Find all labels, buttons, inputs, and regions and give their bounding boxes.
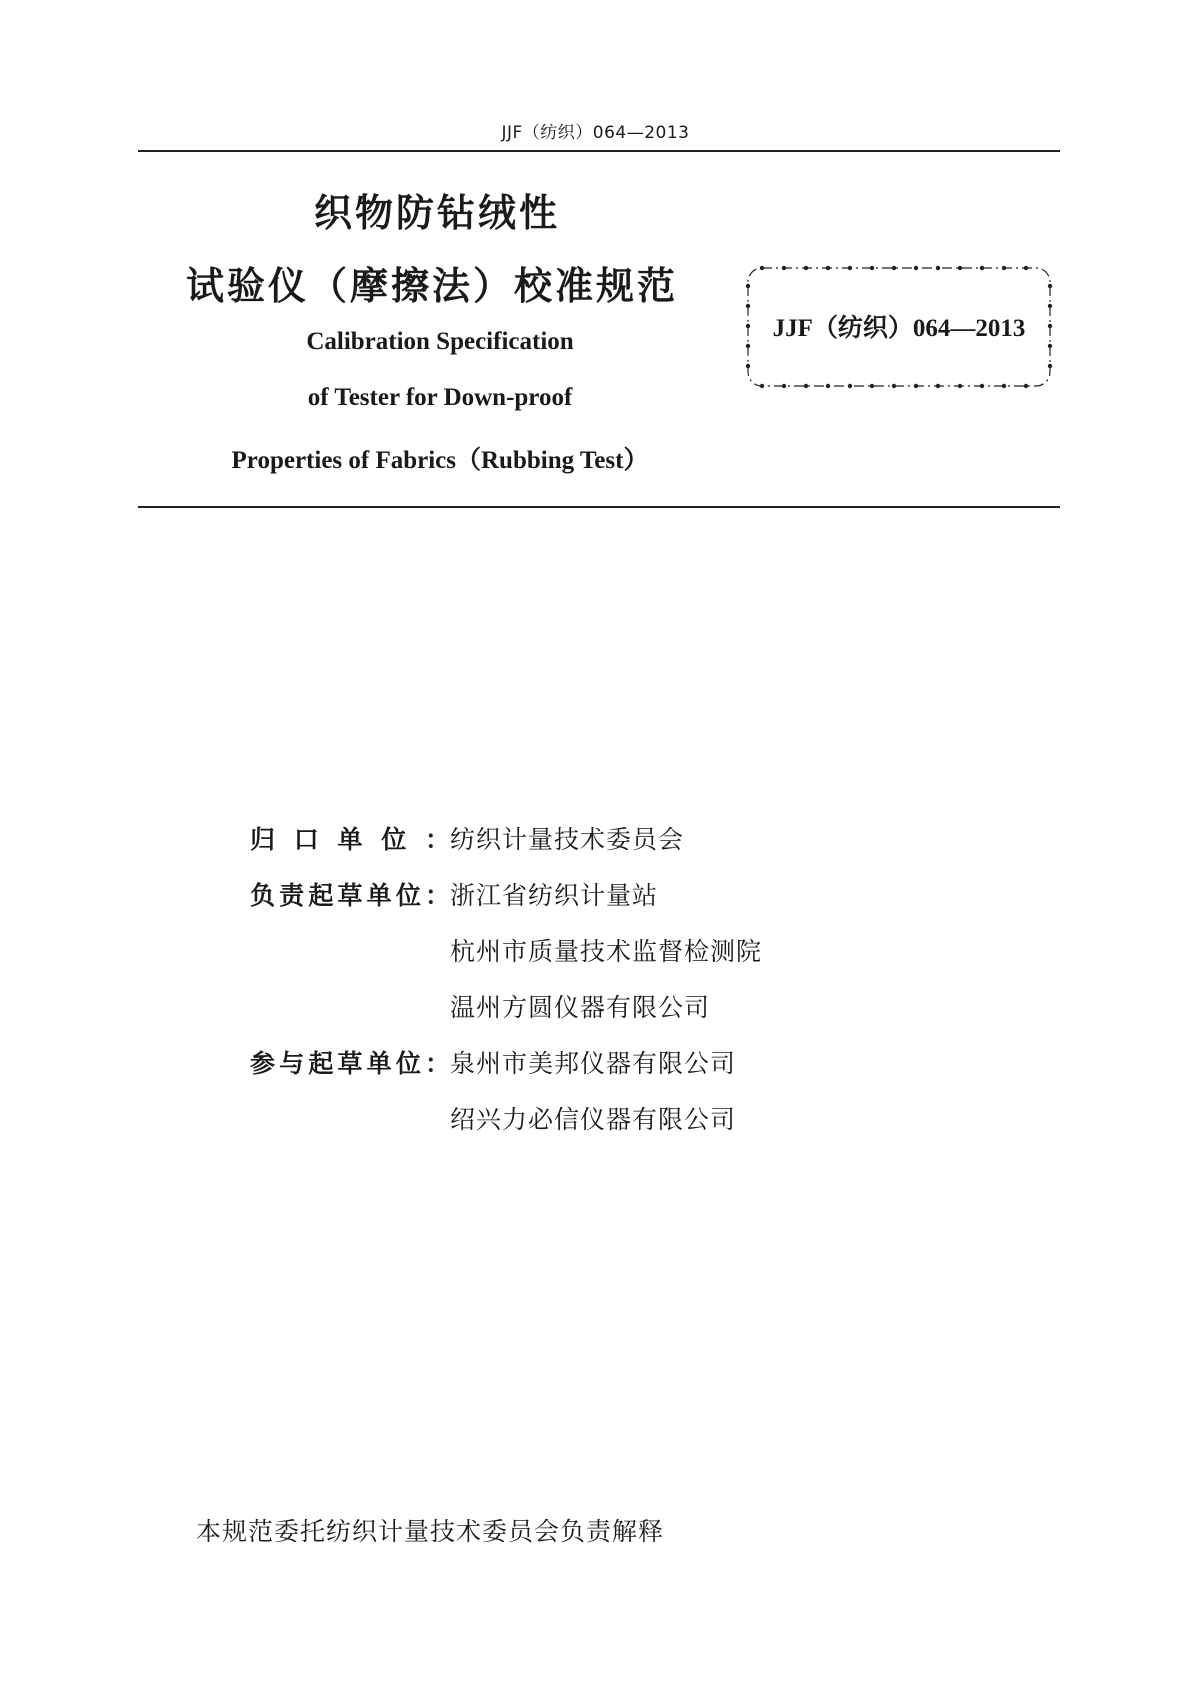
border-dot — [914, 266, 918, 270]
org-label: 负责起草单位： — [250, 881, 450, 910]
org-value: 浙江省纺织计量站 — [450, 881, 659, 910]
border-dot — [782, 266, 786, 270]
border-dot — [870, 384, 874, 388]
border-dot — [1002, 266, 1006, 270]
border-dot — [782, 384, 786, 388]
border-dot — [870, 266, 874, 270]
border-dot — [958, 266, 962, 270]
border-dot — [760, 266, 764, 270]
code-box-text: JJF（纺织）064—2013 — [772, 315, 1026, 342]
border-dot — [936, 384, 940, 388]
border-dot — [980, 384, 984, 388]
border-dot — [746, 344, 750, 348]
code-box — [742, 262, 1056, 392]
title-en-line1: Calibration Specification — [306, 328, 574, 355]
border-dot — [848, 384, 852, 388]
border-dot — [804, 384, 808, 388]
org-value: 泉州市美邦仪器有限公司 — [450, 1049, 737, 1078]
interpretation-note: 本规范委托纺织计量技术委员会负责解释 — [196, 1517, 665, 1546]
border-dot — [1002, 384, 1006, 388]
top-rule — [138, 150, 1060, 152]
border-dot — [1048, 364, 1052, 368]
border-dot — [1048, 284, 1052, 288]
bottom-rule — [138, 506, 1060, 508]
org-value: 纺织计量技术委员会 — [450, 825, 685, 854]
border-dot — [936, 266, 940, 270]
title-cn-line1: 织物防钻绒性 — [314, 191, 561, 235]
org-value: 杭州市质量技术监督检测院 — [450, 937, 763, 966]
org-value: 温州方圆仪器有限公司 — [450, 993, 711, 1022]
border-dot — [1024, 384, 1028, 388]
border-dot — [826, 384, 830, 388]
title-cn-line2: 试验仪（摩擦法）校准规范 — [186, 264, 679, 308]
border-dot — [848, 266, 852, 270]
org-value: 绍兴力必信仪器有限公司 — [450, 1105, 737, 1134]
org-label: 归口单位： — [250, 825, 450, 854]
border-dot — [1024, 266, 1028, 270]
border-dot — [892, 266, 896, 270]
title-en-line3: Properties of Fabrics（Rubbing Test） — [231, 447, 649, 474]
border-dot — [746, 364, 750, 368]
border-dot — [1048, 344, 1052, 348]
title-en-line2: of Tester for Down-proof — [307, 384, 573, 411]
border-dot — [826, 266, 830, 270]
border-dot — [914, 384, 918, 388]
border-dot — [980, 266, 984, 270]
org-label: 参与起草单位： — [250, 1049, 450, 1078]
border-dot — [892, 384, 896, 388]
running-header: JJF（纺织）064—2013 — [501, 123, 690, 143]
border-dot — [804, 266, 808, 270]
border-dot — [760, 384, 764, 388]
border-dot — [958, 384, 962, 388]
border-dot — [746, 284, 750, 288]
